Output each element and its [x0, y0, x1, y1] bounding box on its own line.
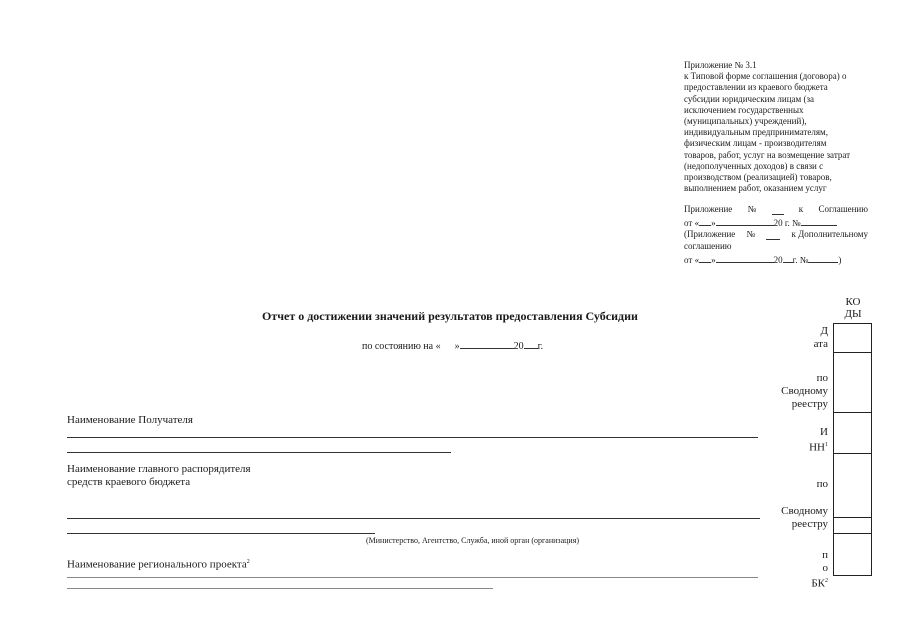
code-label-date: Д ата — [813, 325, 828, 350]
agreement-reference: Приложение № к Соглашению от « » 20 г. № (Приложение № к Дополнительному соглашению от « » 20 г. № ) — [684, 204, 868, 265]
appendix-line: выполнением работ, оказанием услуг — [684, 183, 827, 194]
appendix-line: (недополученных доходов) в связи с — [684, 160, 824, 171]
code-label-inn: И $НН^1$ — [809, 426, 828, 454]
appendix-line: исключением государственных — [684, 104, 804, 115]
codes-cell-register-2[interactable] — [833, 453, 872, 518]
main-manager-line — [67, 518, 760, 519]
main-manager-line-2 — [67, 533, 375, 534]
regional-project-label: Наименование регионального проекта$^2$ — [67, 558, 250, 571]
codes-cell-register-2b[interactable] — [833, 517, 872, 534]
code-label-bk: п о $БК^2$ — [811, 549, 828, 590]
appendix-line: производством (реализацией) товаров, — [684, 172, 832, 183]
codes-cell-bk[interactable] — [833, 533, 872, 576]
appendix-line: к Типовой форме соглашения (договора) о — [684, 71, 847, 82]
code-label-register: по Сводному реестру — [781, 372, 828, 410]
codes-cell-date[interactable] — [833, 323, 872, 353]
recipient-label: Наименование Получателя — [67, 414, 193, 426]
report-as-of: по состоянию на « » 20 г. — [362, 338, 543, 353]
code-label-register-2: по Сводному реестру — [781, 478, 828, 530]
appendix-heading: Приложение № 3.1 — [684, 60, 757, 70]
appendix-line: физическим лицам - производителям — [684, 138, 827, 149]
regional-project-line-2 — [67, 588, 493, 589]
regional-project-line — [67, 577, 758, 578]
appendix-line: предоставлении из краевого бюджета — [684, 82, 828, 93]
codes-cell-register[interactable] — [833, 352, 872, 413]
codes-header: КО ДЫ — [844, 296, 862, 320]
appendix-block — [684, 60, 874, 194]
appendix-line: индивидуальным предпринимателям, — [684, 127, 828, 138]
appendix-line: субсидии юридическим лицам (за — [684, 93, 815, 104]
report-title: Отчет о достижении значений результатов предоставления Субсидии — [262, 309, 638, 323]
main-manager-label: Наименование главного распорядителя средств краевого бюджета — [67, 463, 251, 488]
recipient-line — [67, 437, 758, 438]
recipient-line-2 — [67, 452, 451, 453]
ministry-note: (Министерство, Агентство, Служба, иной орган (организация) — [366, 536, 580, 545]
number-blank — [772, 204, 784, 215]
codes-cell-inn[interactable] — [833, 412, 872, 454]
appendix-line: товаров, работ, услуг на возмещение затрат — [684, 149, 851, 160]
appendix-line: (муниципальных) учреждений), — [684, 116, 807, 127]
